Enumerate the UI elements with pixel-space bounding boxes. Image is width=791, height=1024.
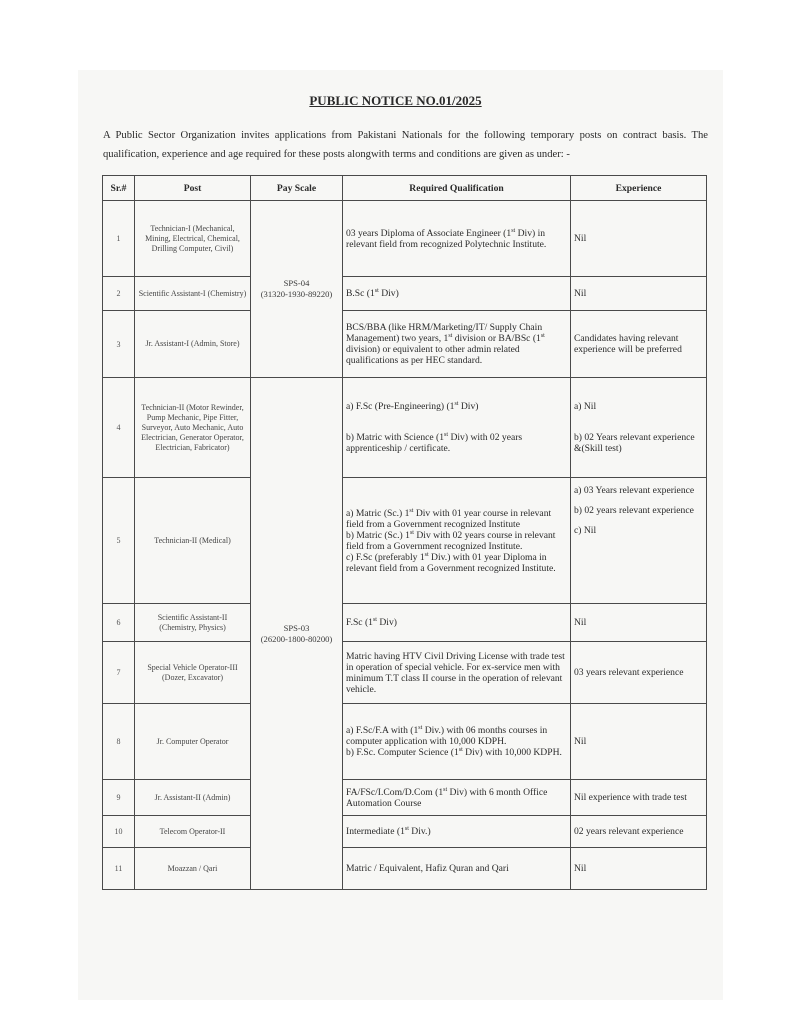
qualification-option-b: b) Matric (Sc.) 1st Div with 02 years course in relevant field from a Government recognized Institute. (346, 529, 556, 552)
experience-option-b: b) 02 Years relevant experience &(Skill test) (574, 432, 695, 454)
row-experience: Nil (571, 277, 707, 311)
experience-option-a: a) 03 Years relevant experience (574, 485, 695, 496)
row-post: Moazzan / Qari (135, 848, 251, 890)
table-row (103, 311, 707, 378)
row-post: Scientific Assistant-I (Chemistry) (135, 277, 251, 311)
row-post: Technician-I (Mechanical, Mining, Electrical, Chemical, Drilling Computer, Civil) (135, 201, 251, 277)
row-qualification: FA/FSc/I.Com/D.Com (1st Div) with 6 month Office Automation Course (343, 780, 571, 816)
posts-table (102, 175, 707, 890)
row-post: Technician-II (Medical) (135, 478, 251, 604)
row-qualification (343, 378, 571, 478)
qualification-option-a: a) Matric (Sc.) 1st Div with 01 year course in relevant field from a Government recognized Institute (346, 507, 552, 530)
row-qualification: Intermediate (1st Div.) (343, 816, 571, 848)
row-experience: Candidates having relevant experience will be preferred (571, 311, 707, 378)
header-qualification: Required Qualification (343, 176, 571, 201)
row-post: Technician-II (Motor Rewinder, Pump Mechanic, Pipe Fitter, Surveyor, Auto Mechanic, Auto Electrician, Generator Operator, Electrician, Fabricator) (135, 378, 251, 478)
row-qualification: B.Sc (1st Div) (343, 277, 571, 311)
pay-scale-sps03 (251, 378, 343, 890)
qualification-option-a: a) F.Sc/F.A with (1st Div.) with 06 months courses in computer application with 10,000 KDPH. (346, 724, 548, 747)
row-sr: 6 (103, 604, 135, 642)
row-sr: 11 (103, 848, 135, 890)
row-qualification (343, 478, 571, 604)
table-row (103, 604, 707, 642)
qualification-option-c: c) F.Sc (preferably 1st Div.) with 01 year Diploma in relevant field from a Government recognized Institute. (346, 551, 556, 574)
pay-scale-range: (26200-1800-80200) (260, 633, 333, 644)
row-experience: 02 years relevant experience (571, 816, 707, 848)
row-post: Scientific Assistant-II (Chemistry, Physics) (135, 604, 251, 642)
header-sr: Sr.# (103, 176, 135, 201)
row-experience: Nil experience with trade test (571, 780, 707, 816)
qualification-option-b: b) Matric with Science (1st Div) with 02 years apprenticeship / certificate. (346, 431, 523, 454)
row-sr: 2 (103, 277, 135, 311)
notice-intro: A Public Sector Organization invites applications from Pakistani Nationals for the following temporary posts on contract basis. The qualification, experience and age required for these posts alongwith terms and conditions are given as under: - (103, 130, 708, 160)
experience-option-b: b) 02 years relevant experience (574, 505, 694, 516)
row-qualification (343, 704, 571, 780)
qualification-option-a: a) F.Sc (Pre-Engineering) (1st Div) (346, 400, 479, 412)
row-post: Jr. Assistant-II (Admin) (135, 780, 251, 816)
pay-scale-range: (31320-1930-89220) (260, 289, 333, 299)
row-sr: 7 (103, 642, 135, 704)
notice-title: PUBLIC NOTICE NO.01/2025 (309, 93, 482, 108)
table-row (103, 848, 707, 890)
row-qualification: 03 years Diploma of Associate Engineer (1st Div) in relevant field from recognized Polytechnic Institute. (343, 201, 571, 277)
table-row (103, 201, 707, 277)
table-header-row (103, 176, 707, 201)
row-sr: 9 (103, 780, 135, 816)
row-post: Special Vehicle Operator-III (Dozer, Excavator) (135, 642, 251, 704)
table-row (103, 277, 707, 311)
row-sr: 3 (103, 311, 135, 378)
row-sr: 4 (103, 378, 135, 478)
table-row (103, 816, 707, 848)
header-pay-scale: Pay Scale (251, 176, 343, 201)
row-qualification: Matric having HTV Civil Driving License with trade test in operation of special vehicle. For ex-service men with minimum T.T class II course in the operation of relevant vehicle. (343, 642, 571, 704)
row-experience: Nil (571, 604, 707, 642)
row-post: Jr. Computer Operator (135, 704, 251, 780)
row-experience: Nil (571, 201, 707, 277)
row-experience: Nil (571, 704, 707, 780)
table-row (103, 704, 707, 780)
experience-option-a: a) Nil (574, 401, 597, 412)
table-row (103, 478, 707, 604)
header-experience: Experience (571, 176, 707, 201)
table-row (103, 780, 707, 816)
row-sr: 5 (103, 478, 135, 604)
row-sr: 8 (103, 704, 135, 780)
experience-option-c: c) Nil (574, 525, 597, 536)
table-row (103, 378, 707, 478)
row-experience (571, 378, 707, 478)
pay-scale-sps04 (251, 201, 343, 378)
row-sr: 1 (103, 201, 135, 277)
row-qualification: Matric / Equivalent, Hafiz Quran and Qari (343, 848, 571, 890)
pay-scale-code: SPS-04 (283, 278, 310, 288)
row-sr: 10 (103, 816, 135, 848)
pay-scale-code: SPS-03 (283, 622, 310, 633)
row-experience (571, 478, 707, 604)
row-experience: Nil (571, 848, 707, 890)
row-post: Jr. Assistant-I (Admin, Store) (135, 311, 251, 378)
qualification-option-b: b) F.Sc. Computer Science (1st Div) with 10,000 KDPH. (346, 746, 562, 758)
row-post: Telecom Operator-II (135, 816, 251, 848)
header-post: Post (135, 176, 251, 201)
row-qualification: F.Sc (1st Div) (343, 604, 571, 642)
table-row (103, 642, 707, 704)
row-experience: 03 years relevant experience (571, 642, 707, 704)
row-qualification: BCS/BBA (like HRM/Marketing/IT/ Supply Chain Management) two years, 1st division or BA/BSc (1st division) or equivalent to other admin related qualifications as per HEC standard. (343, 311, 571, 378)
